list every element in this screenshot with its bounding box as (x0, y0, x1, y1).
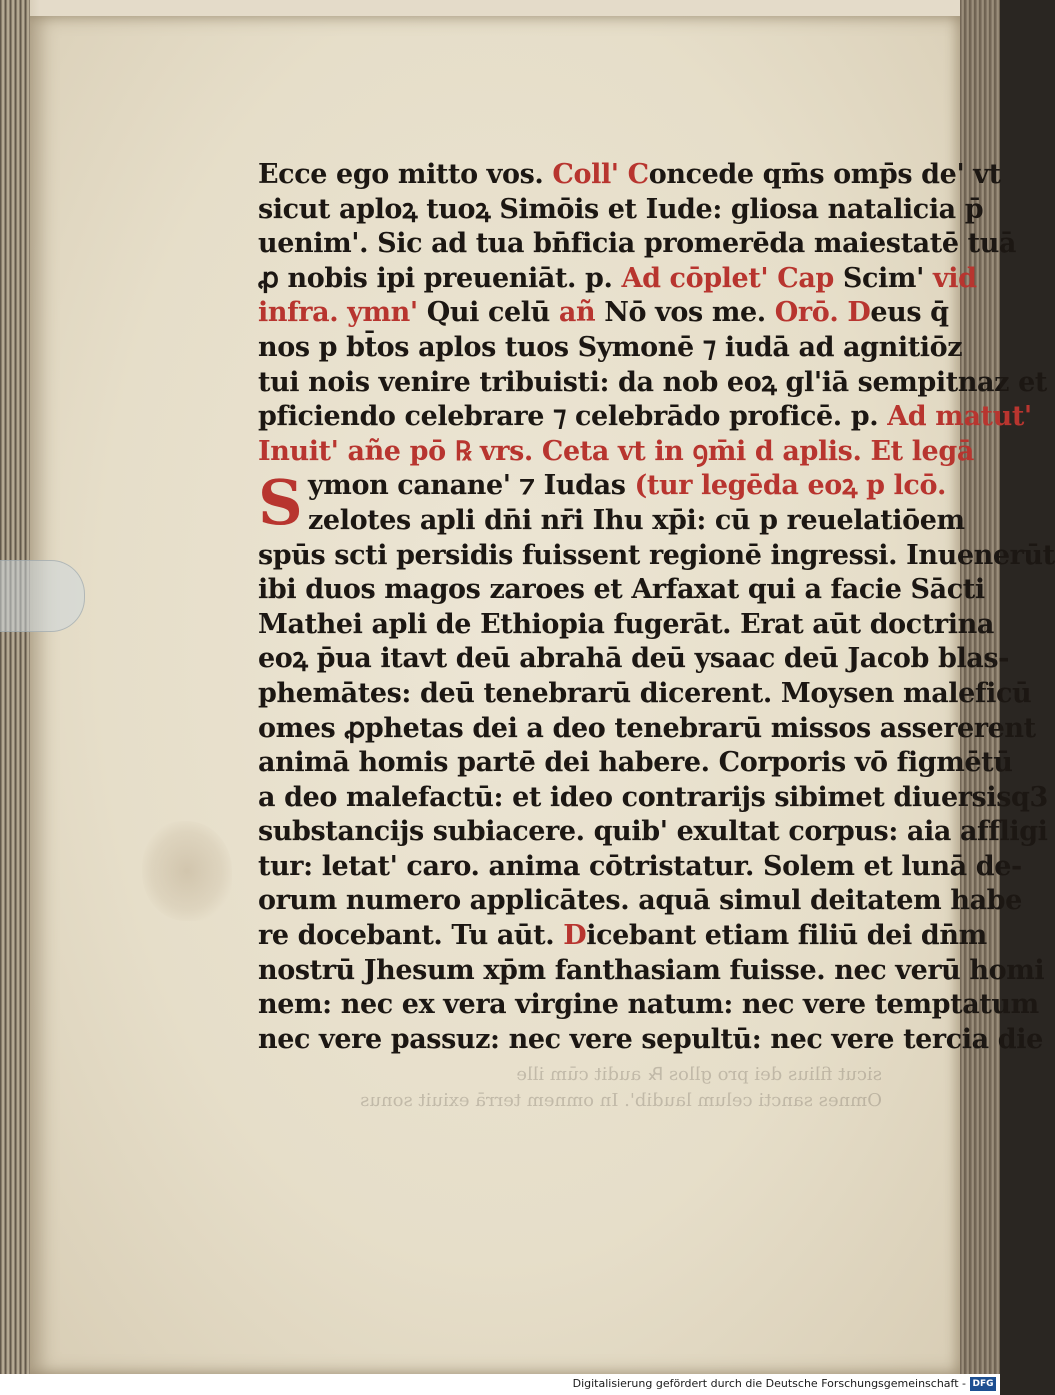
rubric-text: D (847, 297, 871, 329)
body-text: ibi duos magos zaroes et Arfaxat qui a facie Sācti (258, 574, 985, 606)
decorated-initial: S (258, 466, 303, 540)
body-text: animā homis partē dei habere. Corporis vō figmētū (258, 747, 1013, 779)
show-through-line: sicut filius dei pro gllos ℞ audit cūm ille (516, 1064, 882, 1085)
body-text: oncede qm̄s omp̄s de' vt (648, 159, 1001, 190)
body-text: Qui celū (417, 297, 559, 329)
page-text-block (258, 158, 1055, 1057)
body-text: a deo malefactū: et ideo contrarijs sibimet diuersisq3 (258, 781, 1048, 813)
text-line (258, 573, 985, 608)
body-text: orum numero applicātes. aquā simul deitatem habe (258, 885, 1022, 917)
text-line (258, 158, 1001, 193)
text-line (258, 919, 987, 954)
show-through-line: Omnes sancti celum laudib'. In omnem terrā exiuit sonus (360, 1090, 882, 1111)
body-text: phemātes: deū tenebrarū dicerent. Moysen maleficū (258, 677, 1032, 709)
body-text: eoꝝ p̄ua itavt deū abrahā deū ysaac deū Jacob blas- (258, 643, 1010, 675)
body-text (838, 297, 847, 328)
body-text: ꝓ nobis ipi preueniāt. p. (258, 262, 622, 294)
rubric-text: Inuit' añe pō ℞ vrs. Ceta vt in ꝯm̄i d aplis. (258, 435, 871, 467)
text-line (258, 296, 949, 331)
body-text: omes ꝓphetas dei a deo tenebrarū missos assererent (258, 712, 1036, 744)
text-line (258, 608, 994, 643)
body-text: nem: nec ex vera virgine natum: nec vere temptatum (258, 989, 1039, 1021)
body-text: Ecce ego mitto vos. (258, 159, 553, 190)
body-text: nec vere passuz: nec vere sepultū: nec vere tercia die (258, 1023, 1043, 1055)
rubric-text: Orō. (774, 297, 839, 329)
body-text: substancijs subiacere. quib' exultat corpus: aia affligi (258, 816, 1048, 848)
text-line (258, 677, 1032, 712)
body-text: nos p bt̄os aplos tuos Symonē ⁊ iudā ad agnitiōz (258, 331, 963, 363)
rubric-text: Et legā (870, 435, 974, 467)
rubric-text: (tur legēda eoꝝ p lcō. (634, 470, 947, 502)
text-line (258, 227, 1017, 262)
text-line (258, 746, 1013, 781)
text-line (258, 988, 1039, 1023)
body-text: Nō vos me. (595, 297, 775, 329)
dfg-logo-icon: DFG (970, 1377, 996, 1391)
text-line (258, 712, 1036, 747)
body-text: Scim' (833, 262, 933, 294)
body-text (619, 159, 628, 190)
book-binding-edge (0, 0, 30, 1395)
text-line (258, 435, 974, 470)
text-line (258, 331, 963, 366)
show-through-text (262, 1062, 882, 1114)
text-line (258, 193, 984, 228)
rubric-text: añ (558, 297, 596, 329)
body-text: pficiendo celebrare ⁊ celebrādo proficē. p. (258, 401, 888, 433)
body-text: eus q̄ (870, 297, 949, 329)
rubric-text: D (563, 920, 587, 952)
text-line (258, 884, 1022, 919)
funding-credit: Digitalisierung gefördert durch die Deutsche Forschungsgemeinschaft - (572, 1377, 966, 1390)
text-line (258, 400, 1032, 435)
body-text: ymon canane' ⁊ Iudas (308, 470, 635, 502)
text-line (258, 642, 1010, 677)
paper-stain (142, 821, 232, 921)
text-line (258, 850, 1022, 885)
page-clip (0, 560, 85, 632)
text-line (258, 262, 977, 297)
rubric-text: Coll' (552, 159, 619, 190)
body-text: sicut aploꝝ tuoꝝ Simōis et Iude: gliosa natalicia p̄ (258, 193, 984, 225)
body-text: Mathei apli de Ethiopia fugerāt. Erat aūt doctrina (258, 608, 994, 640)
rubric-text: infra. ymn' (258, 297, 418, 329)
text-line (258, 504, 965, 539)
footer-bar (0, 1374, 1000, 1395)
body-text: nostrū Jhesum xp̄m fanthasiam fuisse. nec verū homi (258, 954, 1045, 986)
text-line (258, 954, 1045, 989)
body-text: uenim'. Sic ad tua bn̄ficia promerēda maiestatē tuā (258, 228, 1017, 260)
text-line (258, 539, 1055, 574)
text-line (258, 366, 1047, 401)
body-text: re docebant. Tu aūt. (258, 920, 564, 952)
body-text: spūs scti persidis fuissent regionē ingressi. Inuenerūt (258, 539, 1055, 571)
text-line (258, 1023, 1043, 1058)
text-line (258, 469, 947, 504)
body-text: icebant etiam filiū dei dn̄m (586, 920, 987, 952)
text-line (258, 815, 1048, 850)
body-text: tur: letat' caro. anima cōtristatur. Solem et lunā de- (258, 850, 1022, 882)
rubric-text: vid (932, 262, 977, 294)
body-text: tui nois venire tribuisti: da nob eoꝝ gl'iā sempitnaz et (258, 366, 1047, 398)
rubric-text: Ad matut' (887, 401, 1032, 433)
text-line (258, 781, 1048, 816)
body-text: zelotes apli dn̄i nr̄i Ihu xp̄i: cū p reuelatiōem (308, 504, 965, 536)
rubric-text: Ad cōplet' Cap (621, 262, 834, 294)
rubric-text: C (627, 159, 649, 190)
